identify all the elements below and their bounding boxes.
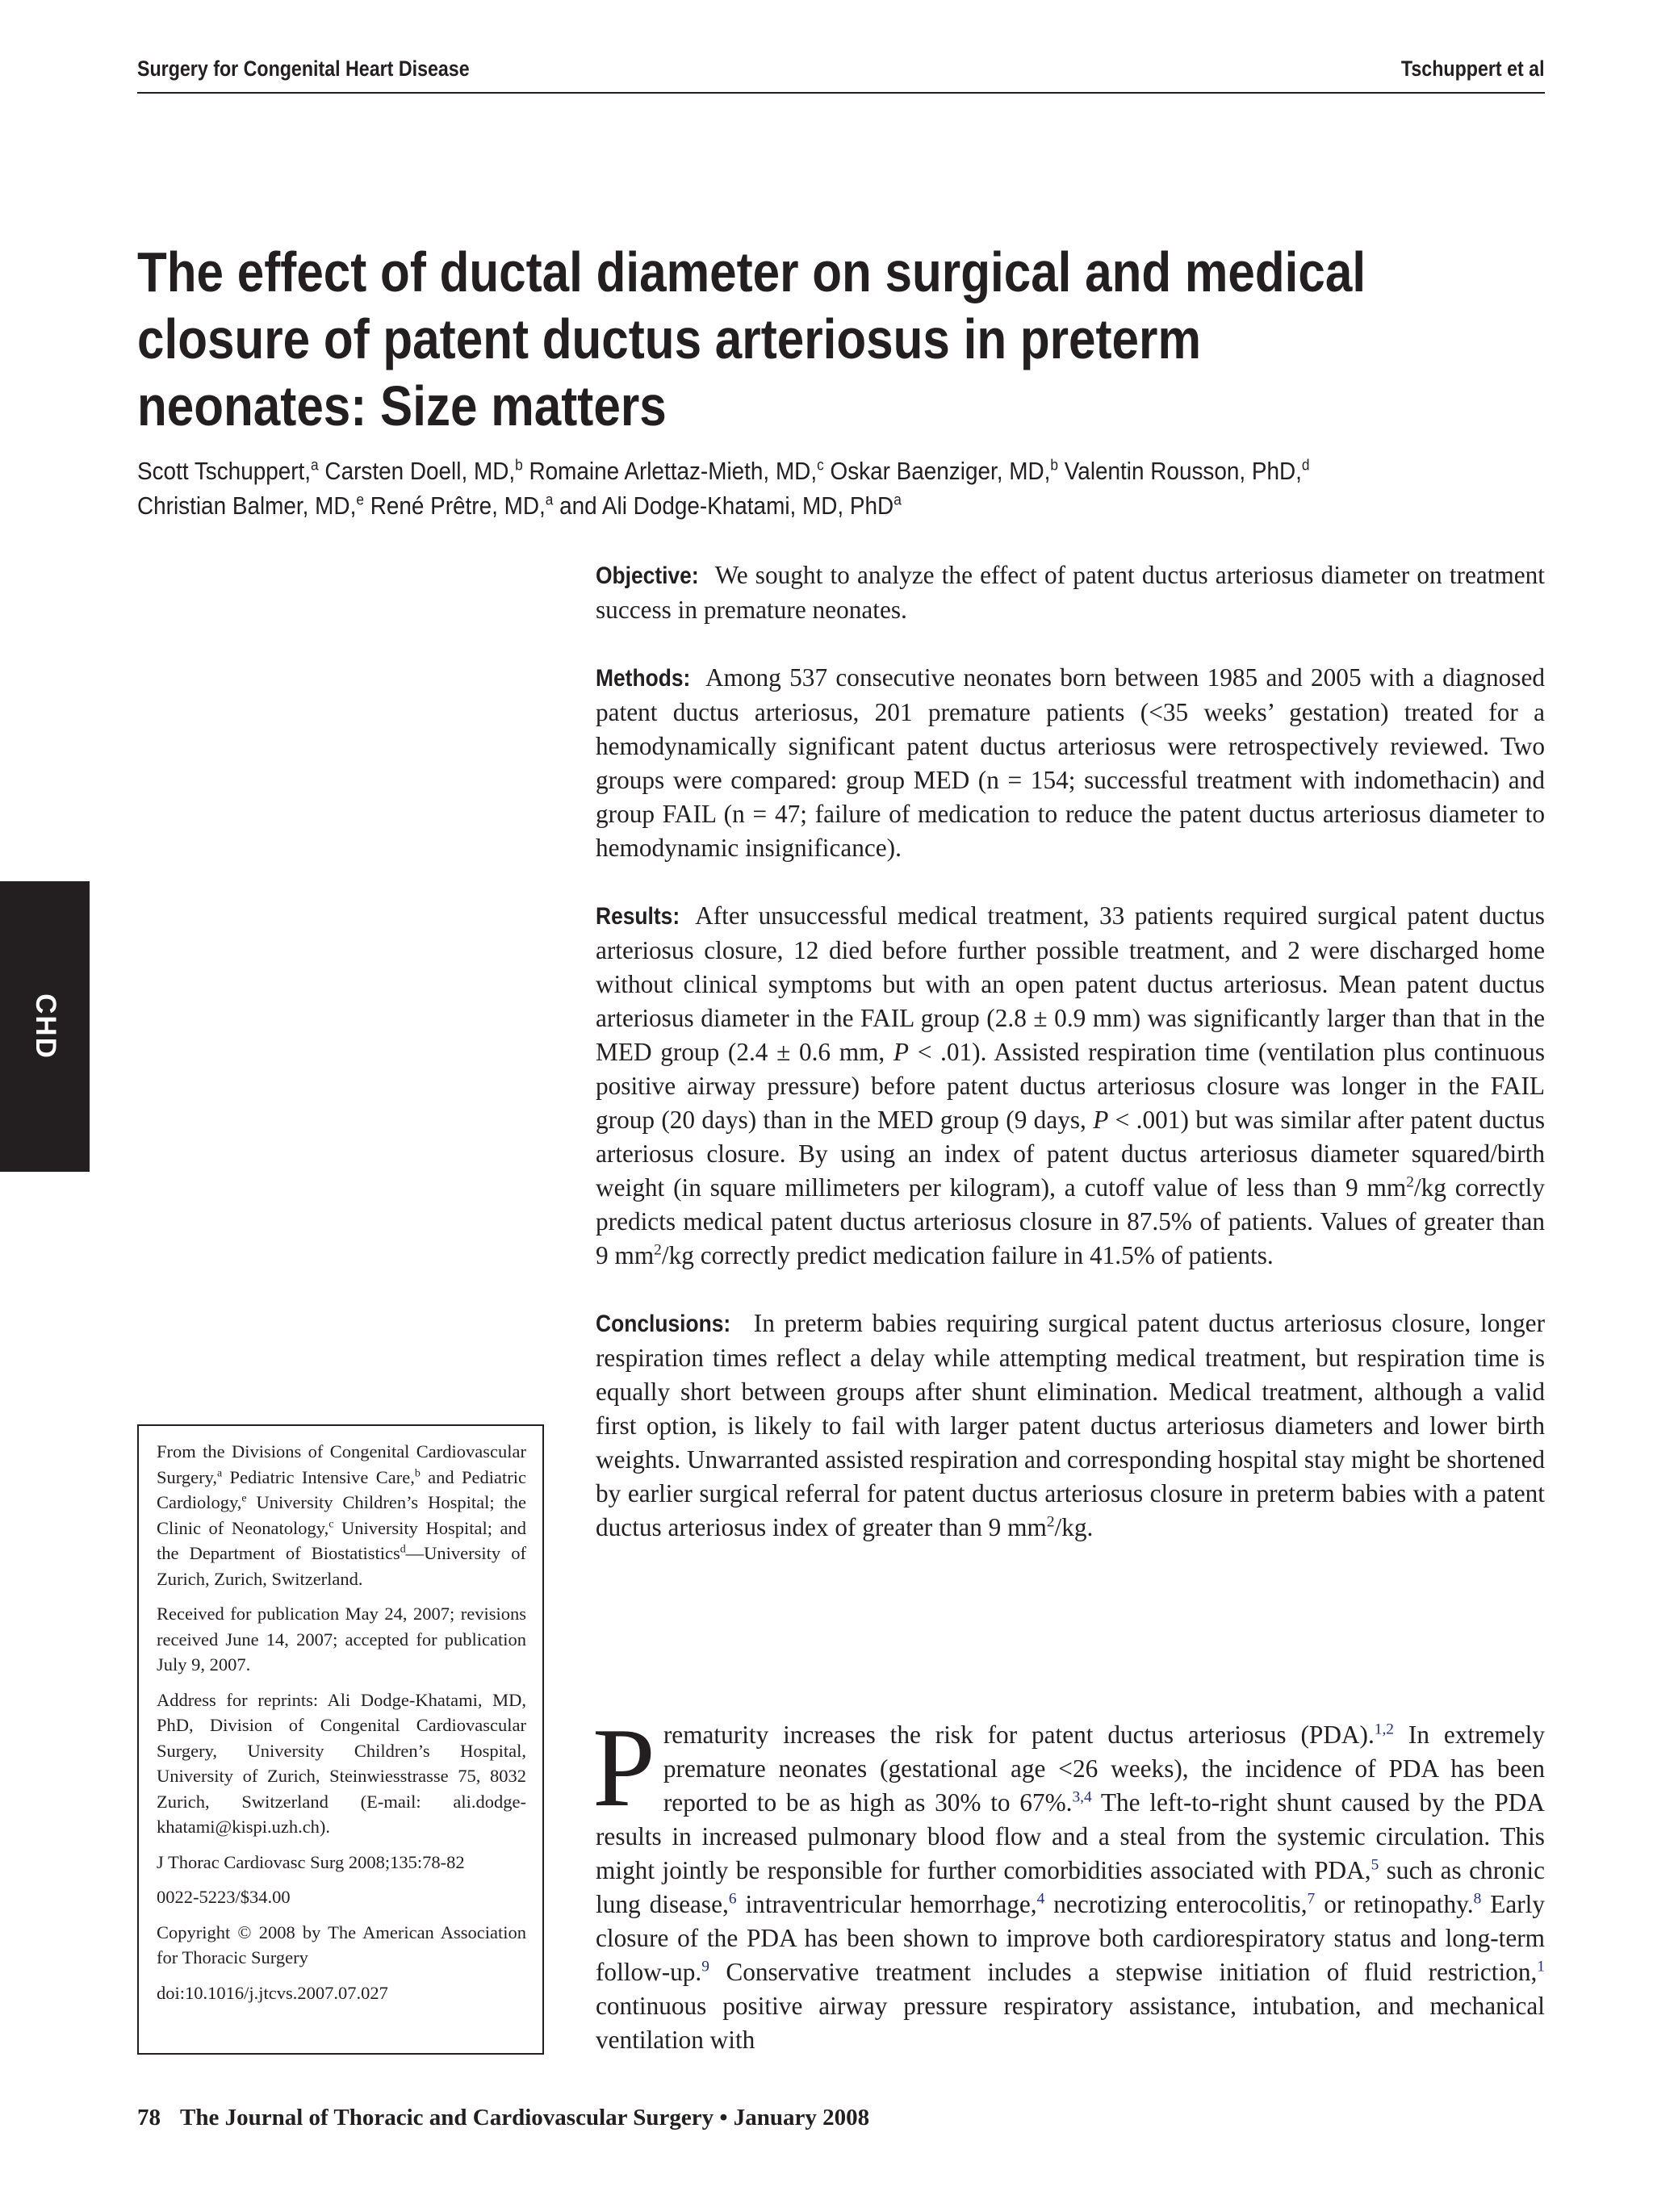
body-text: such as chronic lung disease, <box>596 1856 1545 1918</box>
affiliation-text: University Children’s Hospital; the Clinic of Neonatology, <box>157 1492 526 1538</box>
author-name: René Prêtre, MD, <box>363 491 546 520</box>
reference-link[interactable]: 1 <box>1537 1958 1545 1976</box>
reprint-address: Address for reprints: Ali Dodge-Khatami, MD, PhD, Division of Congenital Cardiovascular Surgery, University Children’s Hospital, University of Zurich, Steinwiesstrasse 75, 8032 Zurich, Switzerland (E-mail: ali.dodge-khatami@kispi.uzh.ch). <box>157 1689 526 1837</box>
affiliation-mark: d <box>400 1543 406 1556</box>
affiliation-text: From the Divisions of Congenital Cardiovascular Surgery, <box>157 1441 526 1487</box>
affiliation-mark: a <box>217 1467 223 1479</box>
p-value-symbol: P <box>893 1038 910 1066</box>
reference-link[interactable]: 1,2 <box>1374 1721 1395 1738</box>
exponent: 2 <box>654 1241 662 1259</box>
body-text: The left-to-right shunt caused by the PDA results in increased pulmonary blood flow and a steal from the systemic circulation. This might jointly be responsible for further comorbidities associated with PDA, <box>596 1788 1545 1884</box>
abstract-text: We sought to analyze the effect of patent ductus arteriosus diameter on treatment success in premature neonates. <box>596 561 1545 624</box>
page-number: 78 <box>137 2105 161 2130</box>
title-line: neonates: Size matters <box>137 374 667 437</box>
abstract-text: < .001) but was similar after patent ductus arteriosus closure. By using an index of patent ductus arteriosus diameter squared/birth weight (in square millimeters per kilogram), a cutoff value of less than 9 mm <box>596 1106 1545 1202</box>
running-header-authors: Tschuppert et al <box>1401 56 1545 81</box>
header-rule <box>137 92 1545 94</box>
author-affiliation-mark: b <box>515 457 523 475</box>
abstract-objective <box>596 558 1545 627</box>
author-affiliation-mark: b <box>1050 457 1059 475</box>
author-affiliation-mark: c <box>817 457 824 475</box>
abstract-methods <box>596 661 1545 865</box>
affiliation-text: Pediatric Intensive Care, <box>222 1466 415 1487</box>
author-affiliation-mark: a <box>893 491 902 509</box>
author-name: Scott Tschuppert, <box>137 457 312 485</box>
exponent: 2 <box>1406 1173 1414 1191</box>
article-info-box <box>137 1424 544 2055</box>
author-name: Romaine Arlettaz-Mieth, MD, <box>522 457 818 485</box>
copyright-notice: Copyright © 2008 by The American Association for Thoracic Surgery <box>157 1921 526 1967</box>
page-footer <box>137 2105 869 2131</box>
journal-citation: J Thorac Cardiovasc Surg 2008;135:78-82 <box>157 1851 465 1872</box>
reference-link[interactable]: 8 <box>1473 1890 1482 1908</box>
section-side-tab <box>0 881 90 1172</box>
title-line: closure of patent ductus arteriosus in preterm <box>137 307 1202 370</box>
abstract-text: In preterm babies requiring surgical patent ductus arteriosus closure, longer respiration times reflect a delay while attempting medical treatment, but respiration time is equally short between groups after shunt elimination. Medical treatment, although a valid first option, is likely to fail with larger patent ductus arteriosus diameters and lower birth weights. Unwarranted assisted respiration and corresponding hospital stay might be shortened by earlier surgical referral for patent ductus arteriosus closure in preterm babies with a patent ductus arteriosus index of greater than 9 mm <box>596 1309 1545 1541</box>
reference-link[interactable]: 9 <box>701 1958 709 1976</box>
exponent: 2 <box>1046 1513 1055 1531</box>
affiliation-text: —University of Zurich, Zurich, Switzerland. <box>157 1543 526 1589</box>
abstract <box>596 558 1545 1579</box>
body-text: rematurity increases the risk for patent ductus arteriosus (PDA). <box>663 1721 1375 1749</box>
affiliation-mark: c <box>329 1518 334 1530</box>
author-name: Oskar Baenziger, MD, <box>823 457 1051 485</box>
abstract-results <box>596 899 1545 1273</box>
abstract-text: /kg. <box>1054 1513 1094 1541</box>
abstract-heading: Results: <box>596 903 680 930</box>
author-name: Valentin Rousson, PhD, <box>1058 457 1302 485</box>
abstract-text: < .01). Assisted respiration time (ventilation plus continuous positive airway pressure) before patent ductus arteriosus closure was longer in the FAIL group (20 days) than in the MED group (9 days, <box>596 1038 1545 1134</box>
body-text: In extremely premature neonates (gestational age <26 weeks), the incidence of PDA has been reported to be as high as 30% to 67%. <box>663 1721 1545 1817</box>
affiliation-text: and Pediatric Cardiology, <box>157 1466 526 1512</box>
author-affiliation-mark: d <box>1301 457 1310 475</box>
body-text: continuous positive airway pressure respiratory assistance, intubation, and mechanical ventilation with <box>596 1992 1545 2054</box>
abstract-text: Among 537 consecutive neonates born between 1985 and 2005 with a diagnosed patent ductus arteriosus, 201 premature patients (<35 weeks’ gestation) treated for a hemodynamically significant patent ductus arteriosus were retrospectively reviewed. Two groups were compared: group MED (n = 154; successful treatment with indomethacin) and group FAIL (n = 47; failure of medication to reduce the patent ductus arteriosus diameter to hemodynamic insignificance). <box>596 663 1545 862</box>
title-line: The effect of ductal diameter on surgical and medical <box>137 240 1366 303</box>
body-text: Early closure of the PDA has been shown to improve both cardiorespiratory status and long-term follow-up. <box>596 1890 1545 1986</box>
author-name: and Ali Dodge-Khatami, MD, PhD <box>553 491 894 520</box>
abstract-conclusions <box>596 1307 1545 1545</box>
abstract-text: After unsuccessful medical treatment, 33 patients required surgical patent ductus arteriosus closure, 12 died before further possible treatment, and 2 were discharged home without clinical symptoms but with an open patent ductus arteriosus. Mean patent ductus arteriosus diameter in the FAIL group (2.8 ± 0.9 mm) was significantly larger than that in the MED group (2.4 ± 0.6 mm, <box>596 901 1545 1066</box>
article-price: 0022-5223/$34.00 <box>157 1887 291 1907</box>
affiliations <box>157 1439 526 1591</box>
author-affiliation-mark: e <box>356 491 364 509</box>
body-text: Conservative treatment includes a stepwise initiation of fluid restriction, <box>709 1958 1538 1986</box>
author-name: Christian Balmer, MD, <box>137 491 357 520</box>
abstract-text: /kg correctly predict medication failure in 41.5% of patients. <box>661 1241 1274 1269</box>
body-text: necrotizing enterocolitis, <box>1044 1890 1308 1918</box>
article-title <box>137 239 1525 440</box>
reference-link[interactable]: 4 <box>1036 1890 1045 1908</box>
abstract-text: /kg correctly predicts medical patent ductus arteriosus closure in 87.5% of patients. Values of greater than 9 mm <box>596 1173 1545 1269</box>
affiliation-mark: e <box>241 1492 247 1505</box>
abstract-heading: Conclusions: <box>596 1311 731 1337</box>
p-value-symbol: P <box>1093 1106 1109 1134</box>
author-name: Carsten Doell, MD, <box>318 457 516 485</box>
affiliation-mark: b <box>414 1467 421 1479</box>
drop-cap: P <box>592 1705 655 1830</box>
reference-link[interactable]: 7 <box>1307 1890 1316 1908</box>
author-list <box>137 454 1545 523</box>
author-line <box>137 488 1545 523</box>
body-text: or retinopathy. <box>1315 1890 1474 1918</box>
introduction-text <box>592 1705 1545 2057</box>
reference-link[interactable]: 5 <box>1371 1856 1379 1874</box>
affiliation-text: University Hospital; and the Department of Biostatistics <box>157 1517 526 1563</box>
author-line <box>137 454 1545 488</box>
body-text: intraventricular hemorrhage, <box>736 1890 1037 1918</box>
author-affiliation-mark: a <box>545 491 554 509</box>
publication-dates: Received for publication May 24, 2007; revisions received June 14, 2007; accepted for publication July 9, 2007. <box>157 1604 526 1675</box>
abstract-heading: Objective: <box>596 562 699 589</box>
journal-footer: The Journal of Thoracic and Cardiovascular Surgery • January 2008 <box>180 2105 870 2130</box>
author-affiliation-mark: a <box>311 457 319 475</box>
reference-link[interactable]: 6 <box>728 1890 737 1908</box>
running-header-section: Surgery for Congenital Heart Disease <box>137 56 470 81</box>
reference-link[interactable]: 3,4 <box>1072 1788 1092 1806</box>
section-side-tab-label: CHD <box>29 993 61 1060</box>
doi: doi:10.1016/j.jtcvs.2007.07.027 <box>157 1982 388 2003</box>
abstract-heading: Methods: <box>596 665 691 692</box>
